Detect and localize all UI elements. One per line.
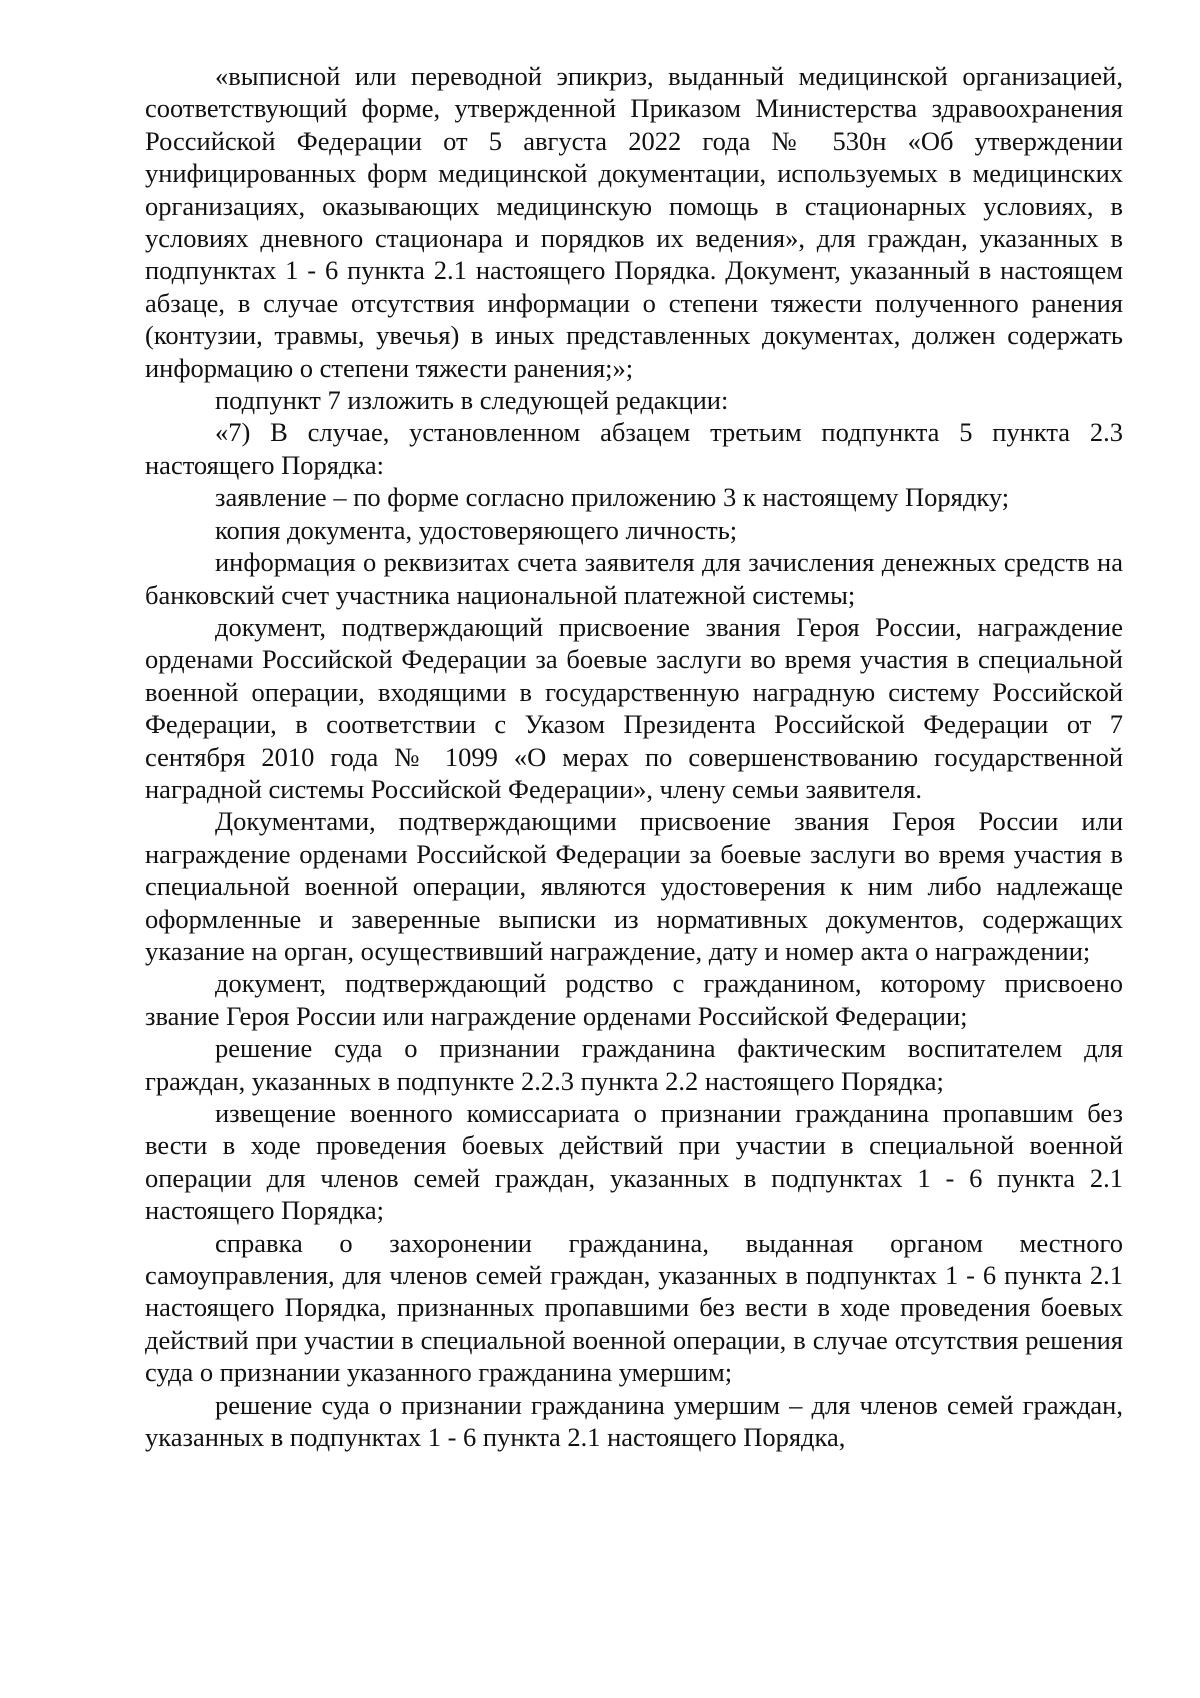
paragraph-application-form: заявление – по форме согласно приложению 3 к настоящему Порядку; (215, 482, 1010, 513)
paragraph-epicrisis: «выписной или переводной эпикриз, выданный медицинской организацией, соответствующий форме, утвержденной Приказом Министерства здравоохранения Российской Федерации от 5 августа 2022 года № 530н «Об утверждении унифицированных форм медицинской документации, используемых в медицинских организациях, оказывающих медицинскую помощь в стационарных условиях, в условиях дневного стационара и порядков их ведения», для граждан, указанных в подпунктах 1 - 6 пункта 2.1 настоящего Порядка. Документ, указанный в настоящем абзаце, в случае отсутствия информации о степени тяжести полученного ранения (контузии, травмы, увечья) в иных представленных документах, должен содержать информацию о степени тяжести ранения;»; (145, 61, 1123, 383)
paragraph-hero-award-document: документ, подтверждающий присвоение звания Героя России, награждение орденами Российской Федерации за боевые заслуги во время участия в специальной военной операции, входящими в государственную наградную систему Российской Федерации, в соответствии с Указом Президента Российской Федерации от 7 сентября 2010 года № 1099 «О мерах по совершенствованию государственной наградной системы Российской Федерации», члену семьи заявителя. (145, 611, 1123, 804)
paragraph-subclause-7-case: «7) В случае, установленном абзацем третьим подпункта 5 пункта 2.3 настоящего Порядка: (145, 417, 1123, 480)
paragraph-court-guardian: решение суда о признании гражданина фактическим воспитателем для граждан, указанных в подпункте 2.2.3 пункта 2.2 настоящего Порядка; (145, 1033, 1123, 1096)
paragraph-court-deceased: решение суда о признании гражданина умершим – для членов семей граждан, указанных в подпунктах 1 - 6 пункта 2.1 настоящего Порядка, (145, 1389, 1123, 1453)
paragraph-kinship-document: документ, подтверждающий родство с гражданином, которому присвоено звание Героя России или награждение орденами Российской Федерации; (145, 968, 1123, 1031)
paragraph-identity-copy: копия документа, удостоверяющего личность; (215, 514, 738, 545)
paragraph-bank-details: информация о реквизитах счета заявителя для зачисления денежных средств на банковский счет участника национальной платежной системы; (145, 547, 1123, 610)
paragraph-missing-notice: извещение военного комиссариата о признании гражданина пропавшим без вести в ходе проведения боевых действий при участии в специальной военной операции для членов семей граждан, указанных в подпунктах 1 - 6 пункта 2.1 настоящего Порядка; (145, 1098, 1123, 1226)
paragraph-burial-certificate: справка о захоронении гражданина, выданная органом местного самоуправления, для членов семей граждан, указанных в подпунктах 1 - 6 пункта 2.1 настоящего Порядка, признанных пропавшими без вести в ходе проведения боевых действий при участии в специальной военной операции, в случае отсутствия решения суда о признании указанного гражданина умершим; (145, 1227, 1123, 1388)
paragraph-subclause-7-intro: подпункт 7 изложить в следующей редакции: (215, 385, 729, 416)
document-page (145, 60, 1123, 1453)
paragraph-award-confirmation: Документами, подтверждающими присвоение звания Героя России или награждение орденами Российской Федерации за боевые заслуги во время участия в специальной военной операции, являются удостоверения к ним либо надлежаще оформленные и заверенные выписки из нормативных документов, содержащих указание на орган, осуществивший награждение, дату и номер акта о награждении; (145, 806, 1123, 966)
